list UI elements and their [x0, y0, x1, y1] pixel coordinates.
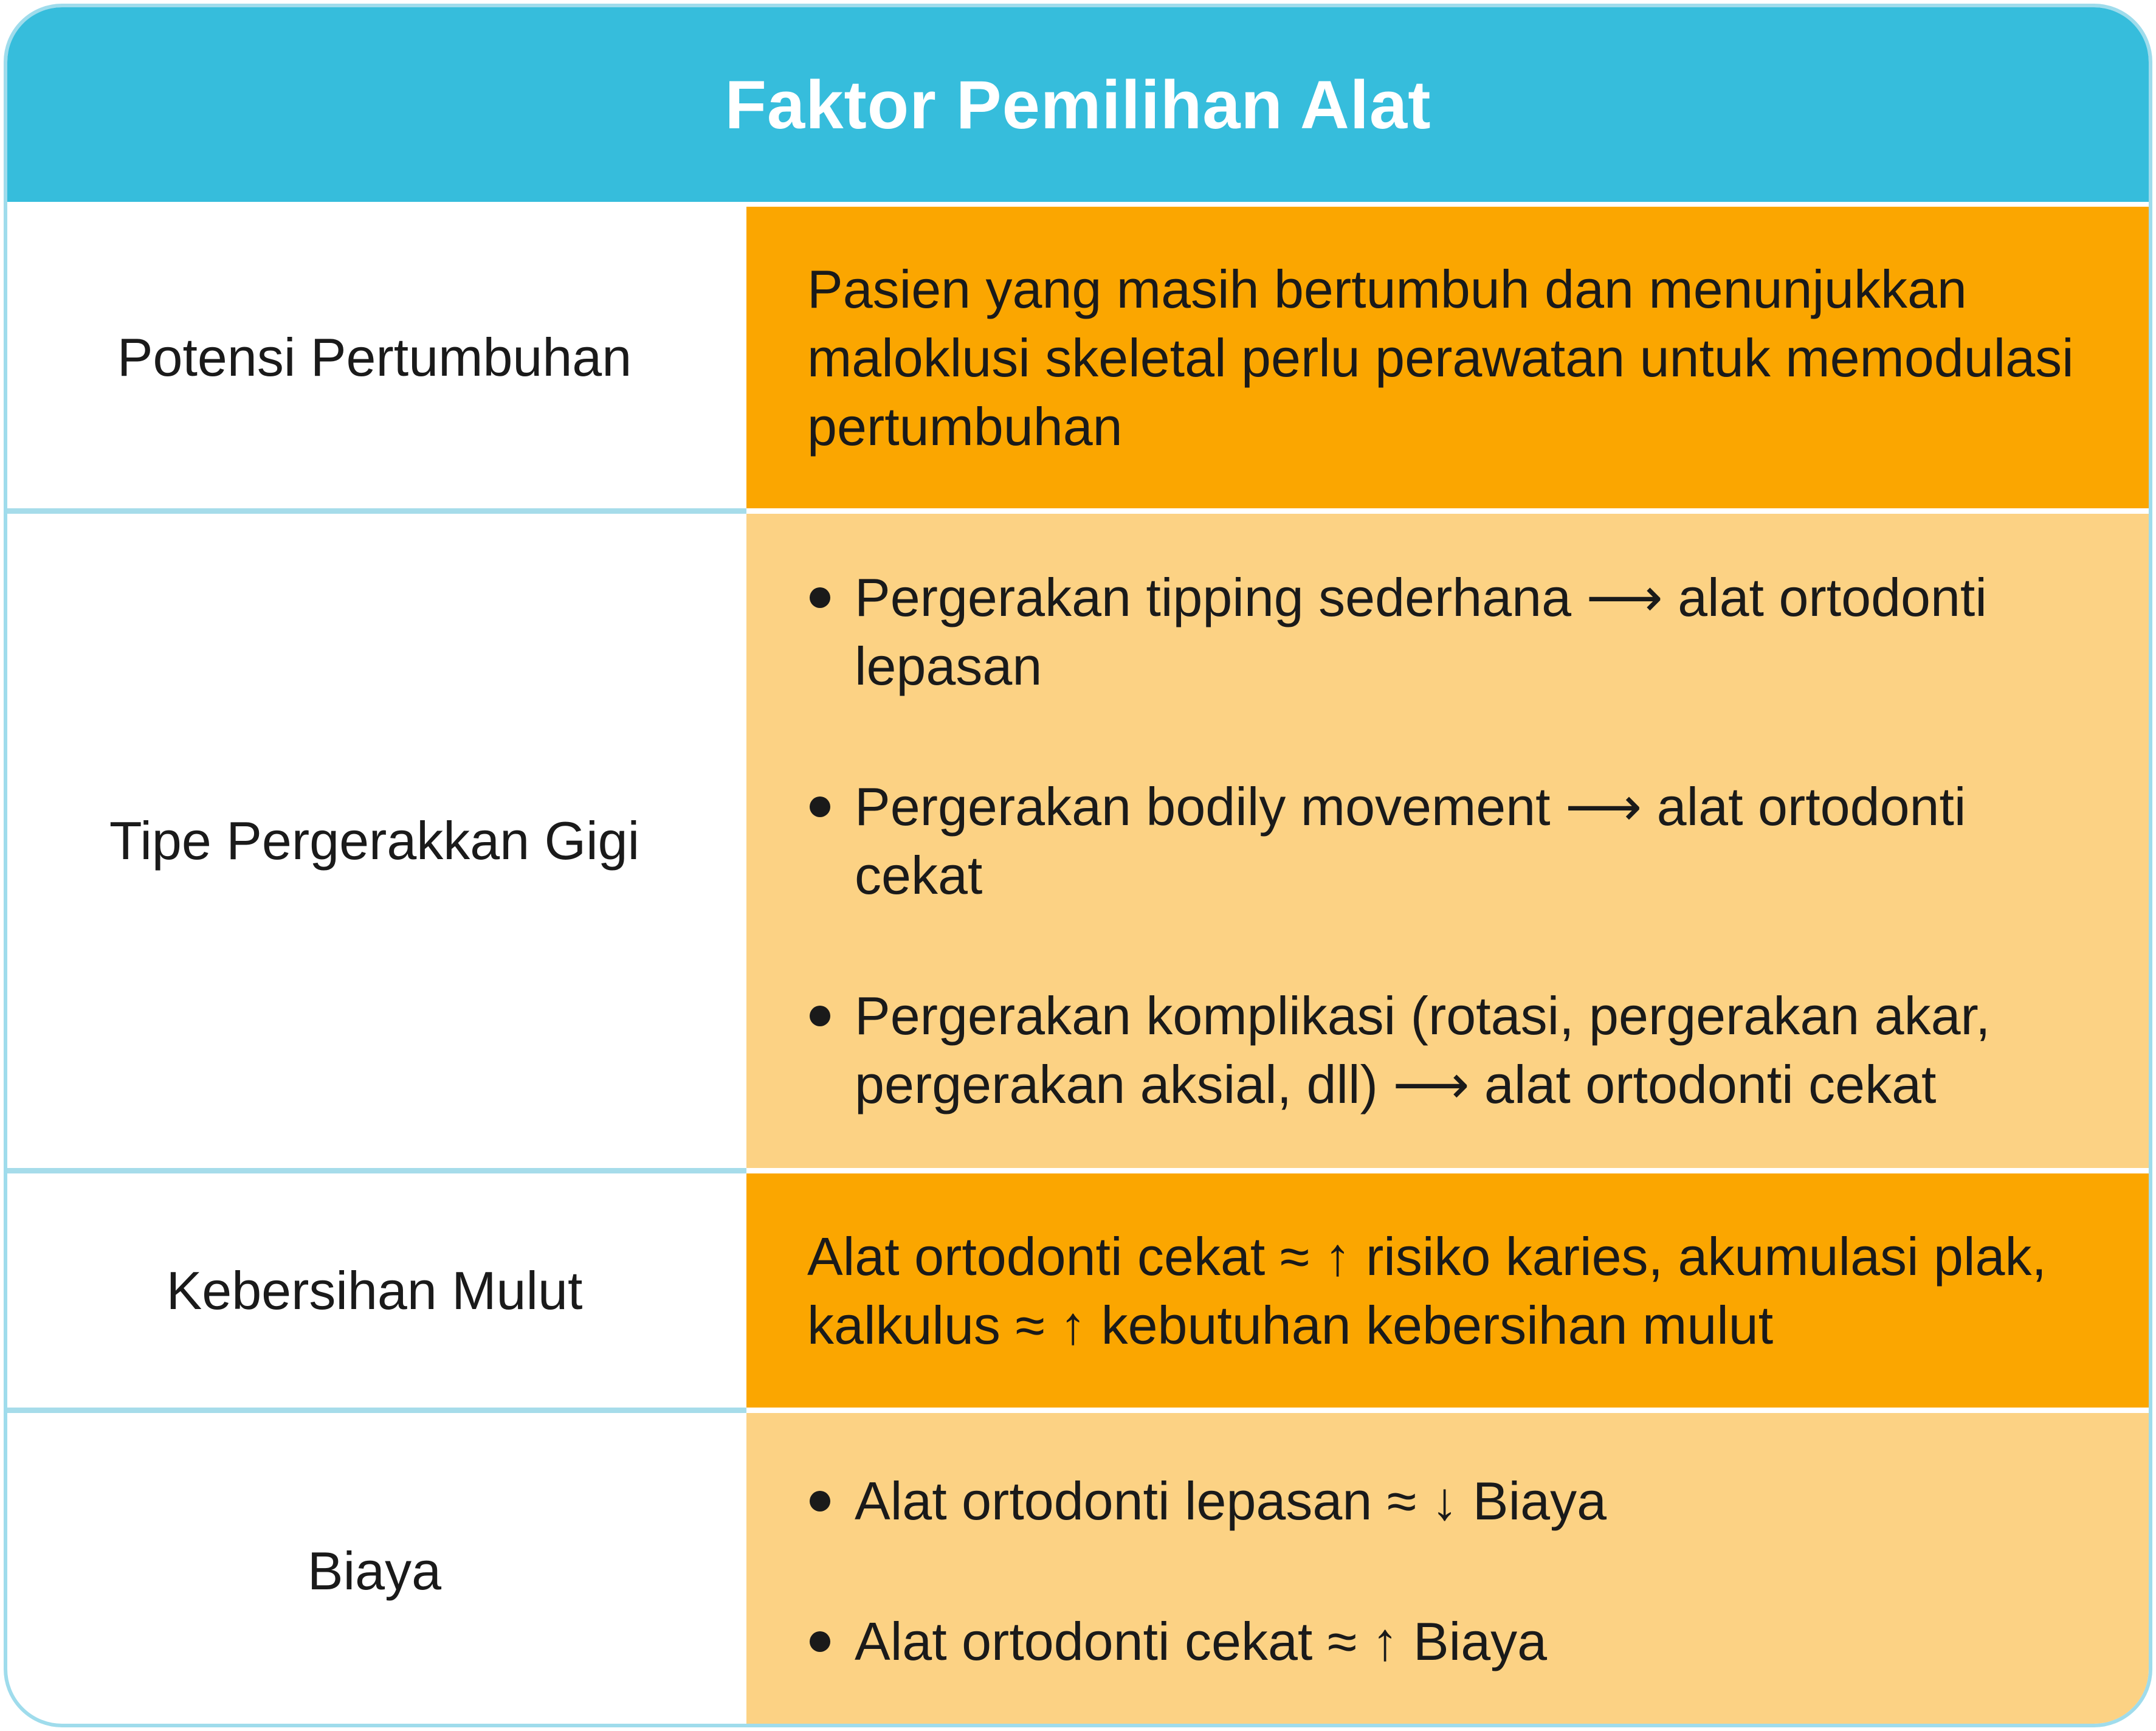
table-row-oral-hygiene — [7, 1173, 2149, 1408]
bullet-list — [807, 1467, 2094, 1676]
table-row-tooth-movement — [7, 514, 2149, 1168]
row-label: Kebersihan Mulut — [166, 1260, 583, 1321]
row-content — [746, 514, 2149, 1168]
row-label: Biaya — [307, 1541, 442, 1601]
list-item: Pergerakan bodily movement ⟶ alat ortodonti cekat — [807, 772, 2094, 910]
row-content — [746, 207, 2149, 508]
row-divider — [7, 508, 746, 514]
list-item: Pergerakan komplikasi (rotasi, pergerakan akar, pergerakan aksial, dll) ⟶ alat ortodonti cekat — [807, 981, 2094, 1119]
table-title: Faktor Pemilihan Alat — [725, 66, 1431, 143]
list-item: Pergerakan tipping sederhana ⟶ alat ortodonti lepasan — [807, 563, 2094, 700]
bullet-list — [807, 563, 2094, 1119]
factor-table-card — [4, 4, 2152, 1727]
row-divider — [7, 1168, 746, 1173]
row-text: Pasien yang masih bertumbuh dan menunjukkan maloklusi skeletal perlu perawatan untuk memodulasi pertumbuhan — [807, 258, 2074, 457]
row-label: Tipe Pergerakkan Gigi — [109, 810, 640, 871]
row-content — [746, 1173, 2149, 1408]
table-row-cost — [7, 1413, 2149, 1727]
row-text: Alat ortodonti cekat ≈ ↑ risiko karies, akumulasi plak, kalkulus ≈ ↑ kebutuhan kebersihan mulut — [807, 1226, 2047, 1355]
row-content — [746, 1413, 2149, 1727]
table-row-growth-potential — [7, 207, 2149, 508]
list-item: Alat ortodonti lepasan ≈ ↓ Biaya — [807, 1467, 2094, 1535]
row-divider — [7, 1408, 746, 1413]
list-item: Alat ortodonti cekat ≈ ↑ Biaya — [807, 1607, 2094, 1676]
row-label: Potensi Pertumbuhan — [117, 327, 632, 387]
table-header — [7, 7, 2149, 202]
